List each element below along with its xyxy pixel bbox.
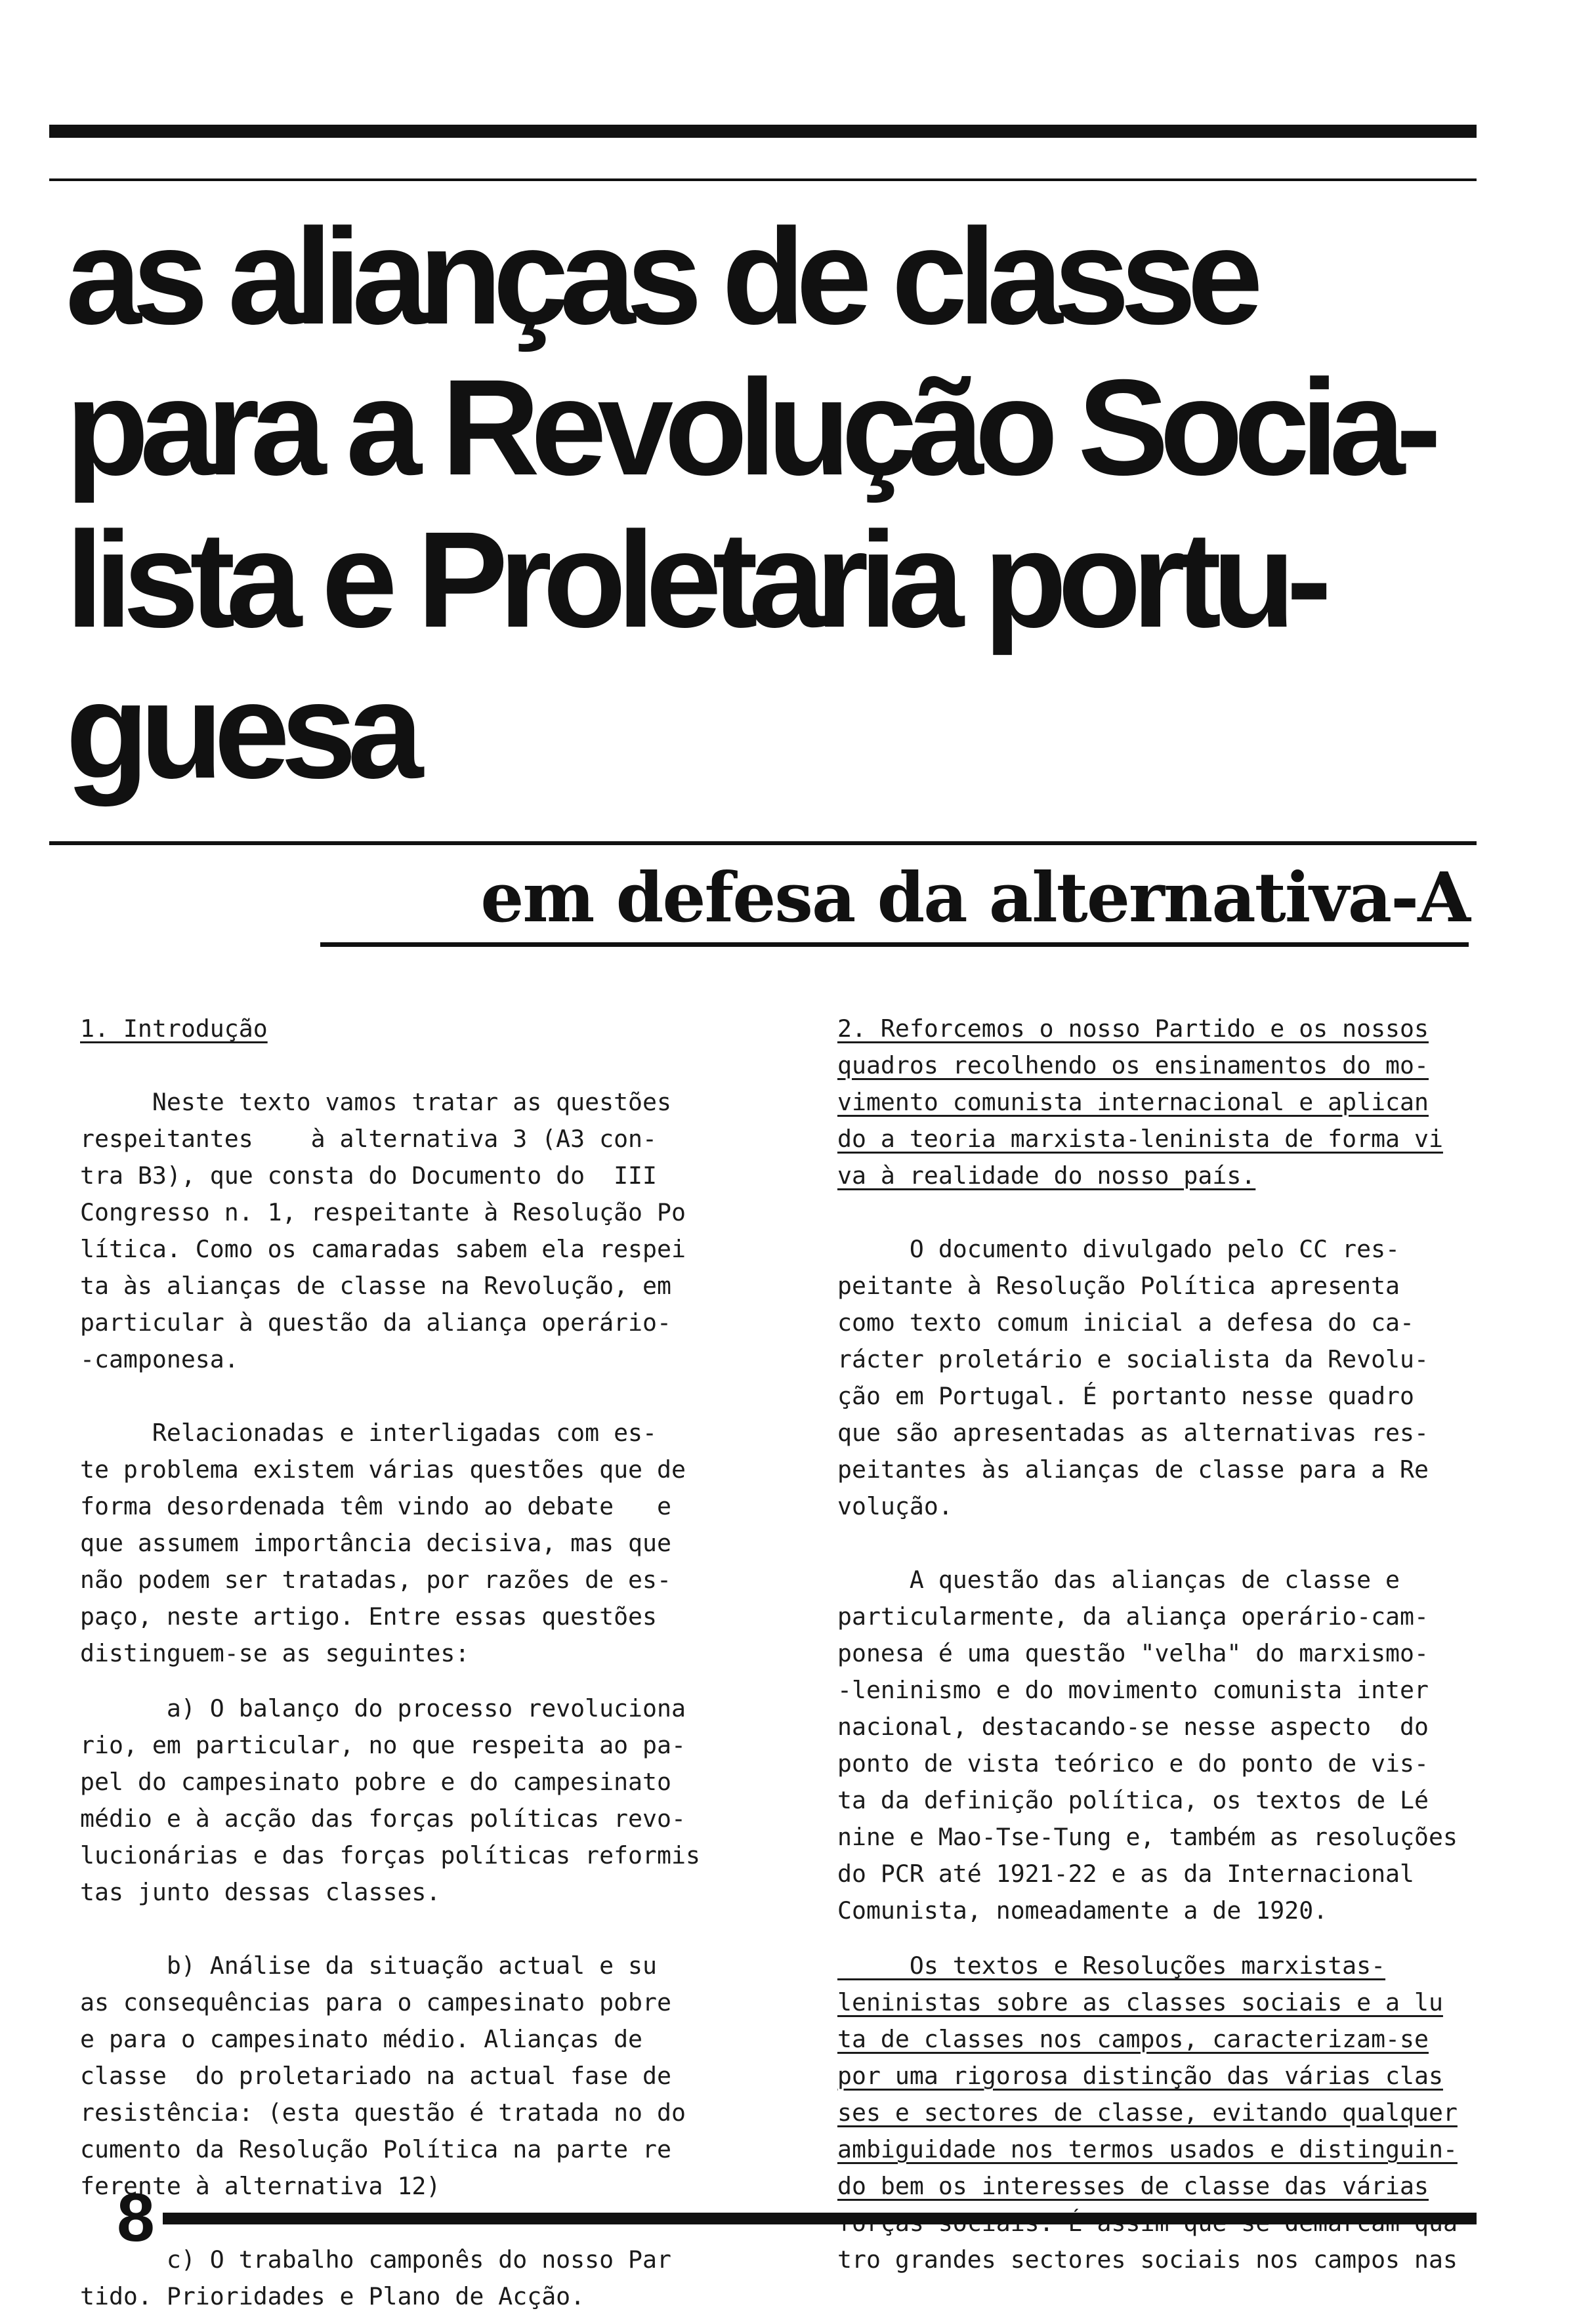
text-line: ta de classes nos campos, caracterizam-se xyxy=(837,2025,1429,2053)
text-line: A questão das alianças de classe e xyxy=(837,1566,1400,1594)
text-line: 1. Introdução xyxy=(80,1014,268,1043)
text-line: tra B3), que consta do Documento do III xyxy=(80,1161,657,1190)
text-line: do bem os interesses de classe das várias xyxy=(837,2172,1429,2200)
article-subtitle: em defesa da alternativa-A xyxy=(480,857,1469,938)
text-line: peitante à Resolução Política apresenta xyxy=(837,1272,1400,1300)
text-line: forma desordenada têm vindo ao debate e xyxy=(80,1492,671,1520)
text-line: b) Análise da situação actual e su xyxy=(80,1951,657,1980)
article-title-line-4: guesa xyxy=(66,655,415,807)
text-line: cumento da Resolução Política na parte re xyxy=(80,2135,671,2163)
text-line: pel do campesinato pobre e do campesinato xyxy=(80,1768,671,1796)
text-line: lucionárias e das forças políticas reformis xyxy=(80,1841,700,1869)
text-line: c) O trabalho camponês do nosso Par xyxy=(80,2245,671,2274)
text-line: Relacionadas e interligadas com es- xyxy=(80,1419,657,1447)
text-line: te problema existem várias questões que de xyxy=(80,1455,686,1484)
top-thick-rule xyxy=(49,125,1477,138)
footer-rule xyxy=(163,2213,1477,2224)
text-line: ta da definição política, os textos de Lé xyxy=(837,1786,1429,1814)
page-number: 8 xyxy=(117,2180,155,2256)
text-line: respeitantes à alternativa 3 (A3 con- xyxy=(80,1125,657,1153)
article-title-line-1: as alianças de classe xyxy=(66,201,1254,353)
top-thin-rule xyxy=(49,178,1477,181)
text-line: ta às alianças de classe na Revolução, em xyxy=(80,1272,671,1300)
text-line: Congresso n. 1, respeitante à Resolução Po xyxy=(80,1198,686,1226)
text-line: resistência: (esta questão é tratada no do xyxy=(80,2098,686,2127)
text-line: distinguem-se as seguintes: xyxy=(80,1639,470,1667)
text-line: particular à questão da aliança operário- xyxy=(80,1308,671,1337)
text-line: ambiguidade nos termos usados e distinguin- xyxy=(837,2135,1458,2163)
text-line: tido. Prioridades e Plano de Acção. xyxy=(80,2282,585,2310)
text-line: ses e sectores de classe, evitando qualquer xyxy=(837,2098,1458,2127)
text-line: como texto comum inicial a defesa do ca- xyxy=(837,1308,1414,1337)
text-line: do PCR até 1921-22 e as da Internacional xyxy=(837,1860,1414,1888)
text-line: e para o campesinato médio. Alianças de xyxy=(80,2025,643,2053)
text-line: peitantes às alianças de classe para a Re xyxy=(837,1455,1429,1484)
text-line: nacional, destacando-se nesse aspecto do xyxy=(837,1713,1429,1741)
article-title-line-3: lista e Proletaria portu- xyxy=(66,504,1323,656)
text-line: não podem ser tratadas, por razões de es- xyxy=(80,1566,671,1594)
paragraph-gap xyxy=(837,1194,1538,1231)
text-line: 2. Reforcemos o nosso Partido e os nossos xyxy=(837,1014,1429,1043)
text-line: volução. xyxy=(837,1492,953,1520)
paragraph-gap xyxy=(80,1047,781,1084)
text-line: por uma rigorosa distinção das várias clas xyxy=(837,2062,1443,2090)
text-line: ção em Portugal. É portanto nesse quadro xyxy=(837,1382,1414,1410)
text-line: lítica. Como os camaradas sabem ela respei xyxy=(80,1235,686,1263)
text-line: leninistas sobre as classes sociais e a lu xyxy=(837,1988,1443,2016)
text-line: paço, neste artigo. Entre essas questões xyxy=(80,1602,657,1631)
text-line: tas junto dessas classes. xyxy=(80,1878,441,1906)
text-line: va à realidade do nosso país. xyxy=(837,1161,1256,1190)
text-line: que são apresentadas as alternativas res- xyxy=(837,1419,1429,1447)
paragraph-gap xyxy=(837,1929,1538,1948)
text-line: ponesa é uma questão "velha" do marxismo- xyxy=(837,1639,1429,1667)
text-line: ponto de vista teórico e do ponto de vis- xyxy=(837,1749,1429,1778)
text-line: Comunista, nomeadamente a de 1920. xyxy=(837,1896,1328,1925)
text-line: do a teoria marxista-leninista de forma vi xyxy=(837,1125,1443,1153)
text-line: particularmente, da aliança operário-cam- xyxy=(837,1602,1429,1631)
text-line: tro grandes sectores sociais nos campos nas xyxy=(837,2245,1458,2274)
text-line: as consequências para o campesinato pobre xyxy=(80,1988,671,2016)
text-line: Os textos e Resoluções marxistas- xyxy=(837,1951,1386,1980)
paragraph-gap xyxy=(80,1672,781,1690)
text-line: O documento divulgado pelo CC res- xyxy=(837,1235,1400,1263)
text-line: rácter proletário e socialista da Revolu- xyxy=(837,1345,1429,1373)
text-line: Neste texto vamos tratar as questões xyxy=(80,1088,671,1116)
text-line: que assumem importância decisiva, mas que xyxy=(80,1529,671,1557)
title-bottom-rule xyxy=(49,841,1477,845)
text-line: rio, em particular, no que respeita ao pa- xyxy=(80,1731,686,1759)
text-line: ferente à alternativa 12) xyxy=(80,2172,441,2200)
paragraph-gap xyxy=(80,1378,781,1415)
text-line: quadros recolhendo os ensinamentos do mo- xyxy=(837,1051,1429,1079)
subtitle-underline xyxy=(320,942,1469,947)
paragraph-gap xyxy=(80,1911,781,1948)
text-line: -camponesa. xyxy=(80,1345,239,1373)
right-text-column xyxy=(837,1011,1538,2278)
text-line: classe do proletariado na actual fase de xyxy=(80,2062,671,2090)
text-line: a) O balanço do processo revoluciona xyxy=(80,1694,686,1722)
paragraph-gap xyxy=(837,1525,1538,1562)
text-line: vimento comunista internacional e aplican xyxy=(837,1088,1429,1116)
text-line: -leninismo e do movimento comunista inter xyxy=(837,1676,1429,1704)
article-title-line-2: para a Revolução Socia- xyxy=(66,352,1433,504)
left-text-column xyxy=(80,1011,781,2315)
text-line: nine e Mao-Tse-Tung e, também as resoluções xyxy=(837,1823,1458,1851)
text-line: médio e à acção das forças políticas revo- xyxy=(80,1804,686,1833)
